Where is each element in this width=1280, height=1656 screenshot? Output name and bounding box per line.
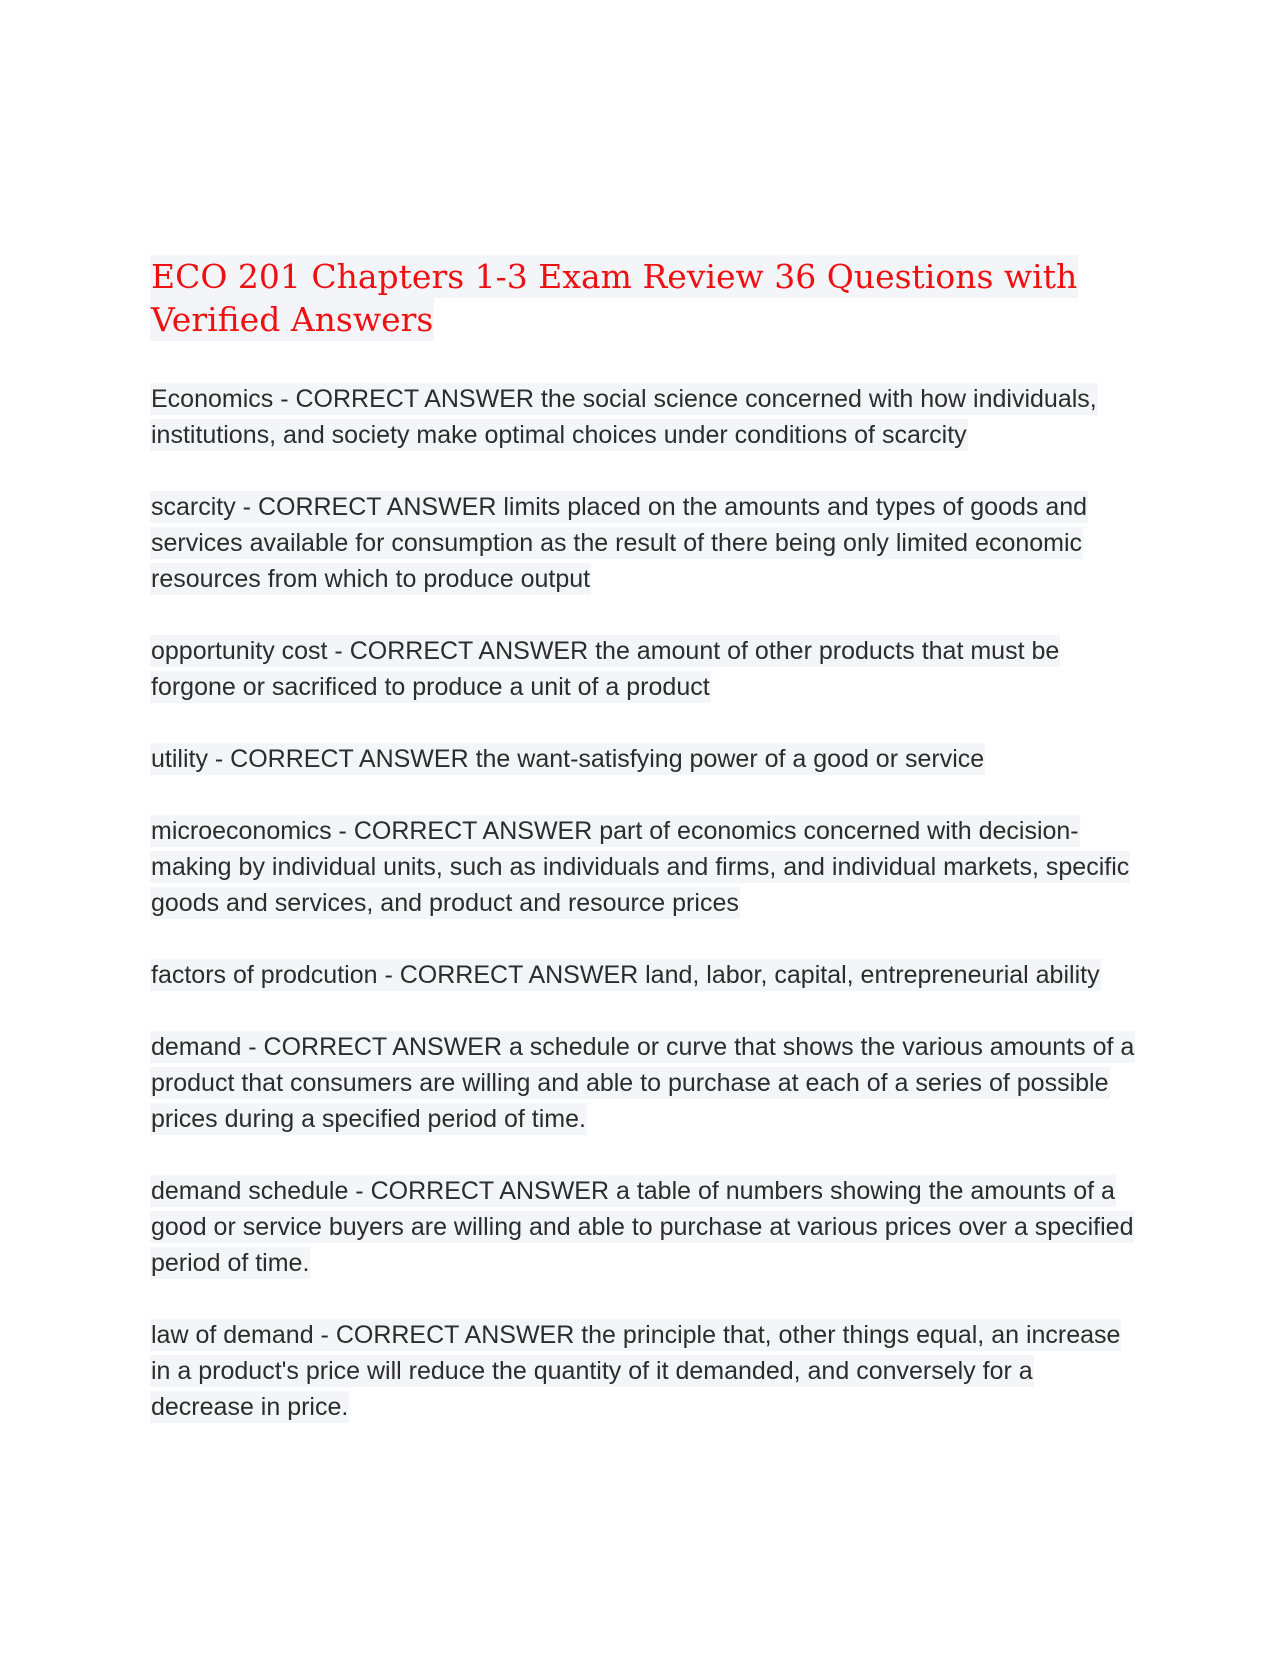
- qa-entry-text: utility - CORRECT ANSWER the want-satisfying power of a good or service: [151, 745, 985, 773]
- qa-entry-utility: [150, 741, 1135, 777]
- qa-entry-text: demand schedule - CORRECT ANSWER a table of numbers showing the amounts of a good or service buyers are willing and able to purchase at various prices over a specified period of time.: [151, 1177, 1134, 1277]
- document-content: [150, 255, 1135, 1461]
- document-title: [150, 255, 1135, 341]
- qa-entry-text: scarcity - CORRECT ANSWER limits placed on the amounts and types of goods and services available for consumption as the result of there being only limited economic resources from which to produce output: [151, 493, 1088, 593]
- qa-entry-text: opportunity cost - CORRECT ANSWER the amount of other products that must be forgone or sacrificed to produce a unit of a product: [151, 637, 1060, 701]
- qa-entry-text: demand - CORRECT ANSWER a schedule or curve that shows the various amounts of a product that consumers are willing and able to purchase at each of a series of possible prices during a specified period of time.: [151, 1033, 1135, 1133]
- qa-entry-demand: [150, 1029, 1135, 1137]
- qa-entry-law-of-demand: [150, 1317, 1135, 1425]
- qa-entry-demand-schedule: [150, 1173, 1135, 1281]
- qa-entry-text: law of demand - CORRECT ANSWER the principle that, other things equal, an increase in a product's price will reduce the quantity of it demanded, and conversely for a decrease in price.: [151, 1321, 1121, 1421]
- qa-entry-scarcity: [150, 489, 1135, 597]
- qa-list: [150, 381, 1135, 1425]
- qa-entry-economics: [150, 381, 1135, 453]
- qa-entry-text: factors of prodcution - CORRECT ANSWER land, labor, capital, entrepreneurial ability: [151, 961, 1100, 989]
- document-title-text: ECO 201 Chapters 1-3 Exam Review 36 Questions with Verified Answers: [151, 257, 1078, 339]
- qa-entry-text: microeconomics - CORRECT ANSWER part of economics concerned with decision-making by individual units, such as individuals and firms, and individual markets, specific goods and services, and product and resource prices: [151, 817, 1130, 917]
- qa-entry-factors-of-production: [150, 957, 1135, 993]
- qa-entry-text: Economics - CORRECT ANSWER the social science concerned with how individuals, institutions, and society make optimal choices under conditions of scarcity: [151, 385, 1097, 449]
- qa-entry-microeconomics: [150, 813, 1135, 921]
- qa-entry-opportunity-cost: [150, 633, 1135, 705]
